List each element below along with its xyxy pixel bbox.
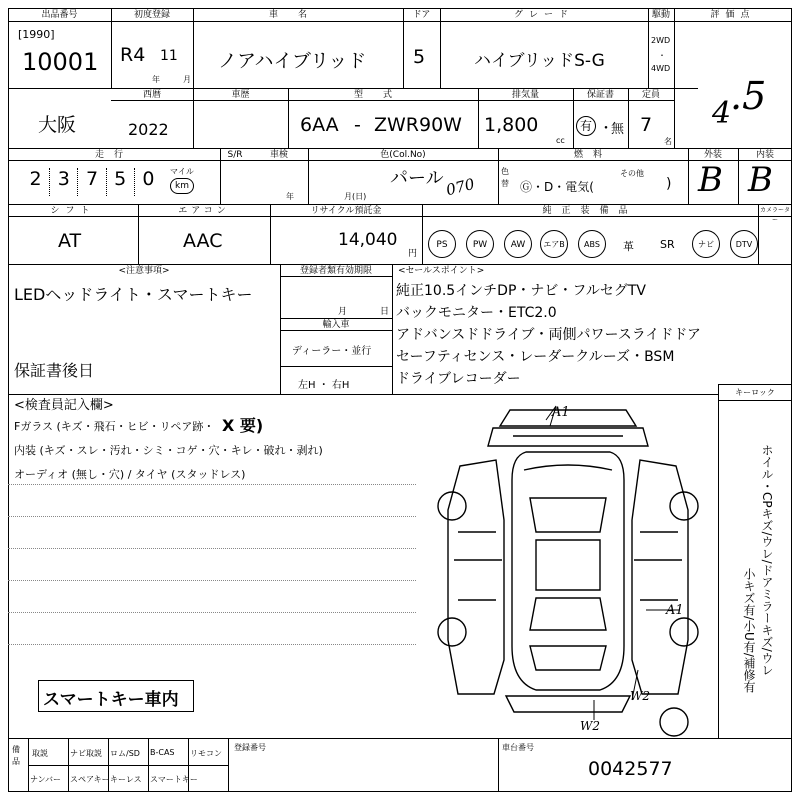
import-header: 輸入車 <box>322 320 350 330</box>
handwritten-note-box <box>38 680 194 712</box>
bottom-label: 取説 <box>32 749 48 758</box>
sales-header: <セールスポイント> <box>398 266 485 276</box>
wheel-rear-right <box>670 618 698 646</box>
first-reg-month: 11 <box>160 48 178 64</box>
color-name: パール <box>390 168 444 189</box>
sales-point: アドバンスドドライブ・両側パワースライドドア <box>396 327 701 343</box>
notes-header: <注意事項> <box>118 266 170 276</box>
mileage-digits <box>22 168 162 196</box>
handle-side: 左H ・ 右H <box>298 380 350 391</box>
recycle-header: リサイクル預託金 <box>310 206 382 216</box>
equip-ps: PS <box>428 230 456 258</box>
exterior-grade: B <box>698 160 723 200</box>
mark-w2-rear: W2 <box>580 719 600 733</box>
bottom-label: スペアキー <box>70 775 110 784</box>
bottom-label: リモコン <box>190 749 222 758</box>
mark-w2-side: W2 <box>630 689 650 703</box>
keylock-header: キーロック <box>735 388 775 397</box>
score-fraction: .5 <box>730 74 767 118</box>
warranty-no: 無 <box>611 122 625 137</box>
owner-month: 月 <box>338 307 348 317</box>
mileage-digit: 5 <box>107 168 135 196</box>
equipment-header: 純正装備品 <box>542 206 638 216</box>
fuel-close: ) <box>666 176 672 192</box>
dealer-parallel: ディーラー・並行 <box>292 346 372 357</box>
fuel-options: Ⓖ・D・電気( <box>520 180 594 194</box>
capacity-unit: 名 <box>664 137 672 146</box>
car-name: ノアハイブリッド <box>218 50 367 72</box>
capacity-value: 7 <box>640 114 653 136</box>
car-windshield <box>530 498 606 532</box>
equip-airbag: エアB <box>540 230 568 258</box>
owner-day: 日 <box>380 307 390 317</box>
equip-leather: 革 <box>623 240 634 253</box>
car-body <box>512 452 624 690</box>
sales-point: バックモニター・ETC2.0 <box>396 305 557 321</box>
inspector-header: <検査員記入欄> <box>14 398 114 413</box>
legend-column-1: ホイル・CPキズ/ウレ/ドアミラーキズ/ウレ <box>760 444 774 676</box>
car-front-view <box>488 428 648 446</box>
handwritten-note: スマートキー車内 <box>43 690 179 710</box>
inspector-interior: 内装 (キズ・スレ・汚れ・シミ・コゲ・穴・キレ・破れ・剥れ) <box>14 444 323 457</box>
exterior-header: 外装 <box>703 150 722 160</box>
score-header: 評価点 <box>710 10 756 20</box>
mileage-digit: 3 <box>50 168 78 196</box>
model-code: ZWR90W <box>374 114 462 136</box>
displacement-unit: cc <box>556 136 565 145</box>
sales-point: ドライブレコーダー <box>396 371 521 387</box>
sales-point: セーフティセンス・レーダークルーズ・BSM <box>396 349 675 365</box>
car-name-header: 車名 <box>268 10 327 20</box>
bottom-label: ロム/SD <box>110 749 140 758</box>
mark-a1-side: A1 <box>666 603 684 618</box>
owner-header: 登録者類有効期限 <box>299 266 372 276</box>
color-header: 色(Col.No) <box>380 150 426 160</box>
model-prefix: 6AA <box>300 114 339 136</box>
interior-grade: B <box>748 160 773 200</box>
mark-a1-front: A1 <box>552 405 570 420</box>
doors-header: ドア <box>412 10 431 20</box>
score-main: 4 <box>712 96 732 131</box>
inspection-header: 車検 <box>269 150 288 160</box>
fglass-mark: X 要) <box>222 416 264 435</box>
car-left-side <box>448 460 504 694</box>
drive-header: 駆動 <box>651 10 670 20</box>
year-ad: 2022 <box>128 120 169 139</box>
car-roof <box>536 540 600 590</box>
fuel-header: 燃料 <box>573 150 612 160</box>
wheel-spare <box>660 708 688 736</box>
region-value: 大阪 <box>38 114 77 136</box>
sales-point: 純正10.5インチDP・ナビ・フルセグTV <box>396 283 646 299</box>
mileage-digit: 7 <box>78 168 106 196</box>
mileage-unit: km <box>170 178 194 194</box>
year-unit: 年 <box>152 75 160 84</box>
warranty-dot: ・ <box>599 121 613 137</box>
color-change-label: 色替 <box>501 167 509 188</box>
drive-4wd: 4WD <box>651 64 671 73</box>
bottom-label: ナビ取説 <box>70 749 102 758</box>
equip-pw: PW <box>466 230 494 258</box>
lot-header: 出品番号 <box>41 10 78 20</box>
equip-aw: AW <box>504 230 532 258</box>
equip-navi: ナビ <box>692 230 720 258</box>
warranty-yes: 有 <box>576 116 596 136</box>
grade-value: ハイブリッドS-G <box>474 51 605 71</box>
mileage-header: 走行 <box>94 150 133 160</box>
equip-dtv: DTV <box>730 230 758 258</box>
auction-sheet <box>8 8 792 792</box>
first-reg-header: 初度登録 <box>133 10 170 20</box>
model-dash: - <box>354 114 361 136</box>
grade-header: グレード <box>513 10 574 20</box>
equip-sr: SR <box>660 238 675 251</box>
wheel-rear-left <box>438 618 466 646</box>
mileage-digit: 0 <box>142 168 155 190</box>
ac-value: AAC <box>183 230 223 252</box>
shift-value: AT <box>58 230 82 252</box>
lot-number: 10001 <box>22 48 99 76</box>
note-line: LEDヘッドライト・スマートキー <box>14 285 253 304</box>
legend-column-2: 小キズ有/小U有/補修有 <box>742 568 756 693</box>
car-rear-window <box>530 598 606 630</box>
drive-sep: ・ <box>658 51 666 60</box>
car-damage-diagram <box>418 400 718 740</box>
bottom-label: ナンバー <box>30 775 62 784</box>
note-line: 保証書後日 <box>14 361 95 380</box>
model-header: 型式 <box>353 90 412 100</box>
equip-abs: ABS <box>578 230 606 258</box>
inspector-fglass: Fガラス (キズ・飛石・ヒビ・リペア跡・ <box>14 420 215 433</box>
month-unit: 月 <box>183 75 191 84</box>
bottom-side-label: 備品 <box>12 745 20 766</box>
interior-header: 内装 <box>755 150 774 160</box>
inspection-month-unit: 月(日) <box>344 192 367 201</box>
inspector-audio: オーディオ (無し・穴) / タイヤ (スタッドレス) <box>14 468 246 481</box>
inspection-year-unit: 年 <box>286 192 294 201</box>
mileage-miles-label: マイル <box>170 167 194 176</box>
camera-header: カメラーター <box>759 207 790 224</box>
recycle-fee: 14,040 <box>338 230 398 250</box>
bottom-label: B-CAS <box>150 748 175 757</box>
ac-header: エアコン <box>178 206 230 216</box>
capacity-header: 定員 <box>641 90 660 100</box>
bottom-label: キーレス <box>110 775 142 784</box>
recycle-unit: 円 <box>408 249 418 259</box>
shift-header: シフト <box>50 206 96 216</box>
history-header: 車歴 <box>231 90 250 100</box>
lot-year: [1990] <box>18 28 55 41</box>
doors-value: 5 <box>413 46 426 68</box>
chassis-number: 0042577 <box>588 758 673 780</box>
displacement-header: 排気量 <box>511 90 539 100</box>
warranty-header: 保証書 <box>586 90 614 100</box>
region-header: 西暦 <box>142 90 161 100</box>
car-right-side <box>632 460 688 694</box>
displacement-value: 1,800 <box>484 114 539 136</box>
sr-header: S/R <box>227 150 243 160</box>
mileage-digit: 2 <box>22 168 50 196</box>
reg-no-header: 登録番号 <box>234 743 266 752</box>
color-code: 070 <box>444 174 477 200</box>
chassis-header: 車台番号 <box>502 743 534 752</box>
car-rear-bumper <box>506 696 630 712</box>
bottom-label: スマートキー <box>150 775 198 784</box>
drive-2wd: 2WD <box>651 36 671 45</box>
fuel-other-label: その他 <box>620 169 644 178</box>
first-reg-era: R4 <box>120 44 146 66</box>
